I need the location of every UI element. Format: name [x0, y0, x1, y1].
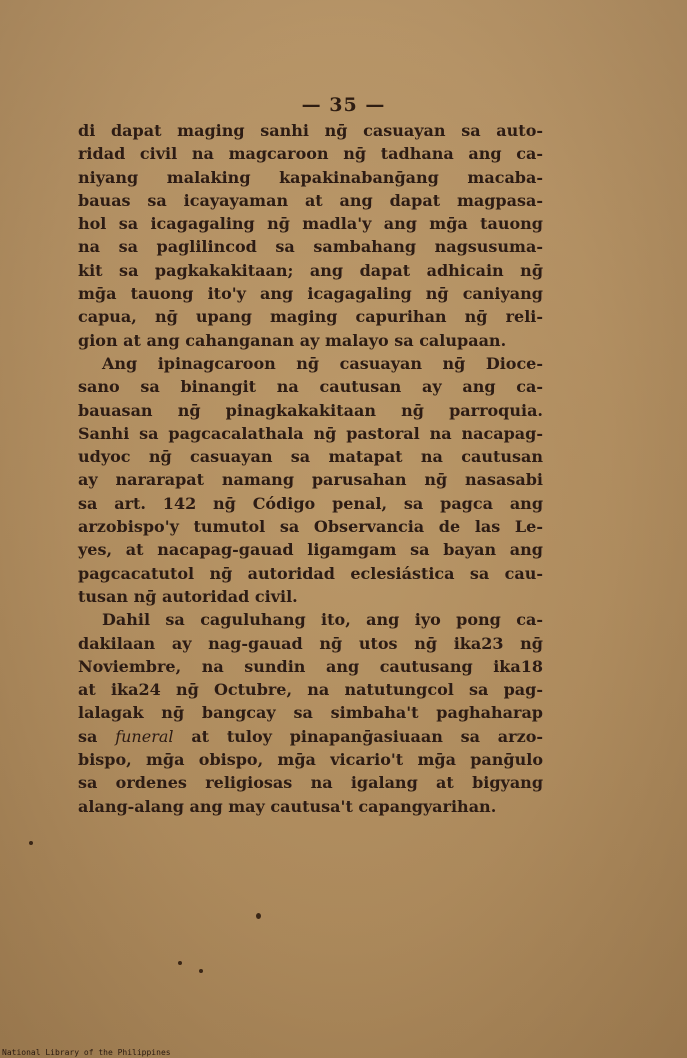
text-line	[78, 725, 543, 748]
body-text	[78, 119, 543, 818]
text-line: ay nararapat namang parusahan nḡ nasasabi	[78, 470, 543, 490]
text-line: alang-alang ang may cautusa't capangyarihan.	[78, 796, 497, 816]
library-footer: National Library of the Philippines	[2, 1048, 171, 1057]
text-line: tusan nḡ autoridad civil.	[78, 586, 298, 606]
text-fragment: sa	[78, 726, 98, 746]
text-line: sano sa binangit na cautusan ay ang ca-	[78, 377, 543, 397]
text-line: yes, at nacapag-gauad ligamgam sa bayan ang	[78, 540, 543, 560]
italic-word: funeral	[115, 726, 174, 746]
text-line: Noviembre, na sundin ang cautusang ika18	[78, 656, 543, 676]
text-line: Sanhi sa pagcacalathala nḡ pastoral na nacapag-	[78, 423, 543, 443]
text-line: dakilaan ay nag-gauad nḡ utos nḡ ika23 nḡ	[78, 633, 543, 653]
text-line: at ika24 nḡ Octubre, na natutungcol sa pag-	[78, 680, 543, 700]
text-line: di dapat maging sanhi nḡ casuayan sa auto-	[78, 121, 543, 140]
text-line: lalagak nḡ bangcay sa simbaha't paghaharap	[78, 703, 543, 723]
text-line: pagcacatutol nḡ autoridad eclesiástica sa cau-	[78, 563, 543, 583]
text-line: niyang malaking kapakinabanḡang macaba-	[78, 167, 543, 187]
ink-speck	[256, 913, 261, 919]
text-line: Ang ipinagcaroon nḡ casuayan nḡ Dioce-	[102, 353, 543, 373]
text-line: mḡa tauong ito'y ang icagagaling nḡ caniyang	[78, 284, 543, 304]
text-line: bauas sa icayayaman at ang dapat magpasa-	[78, 190, 543, 210]
text-line: kit sa pagkakakitaan; ang dapat adhicain nḡ	[78, 260, 543, 280]
ink-speck	[199, 969, 203, 973]
text-line: capua, nḡ upang maging capurihan nḡ reli-	[78, 307, 543, 327]
text-fragment: at tuloy pinapanḡasiuaan sa arzo-	[191, 726, 544, 746]
page-number: — 35 —	[301, 94, 386, 116]
text-line: sa art. 142 nḡ Código penal, sa pagca ang	[78, 493, 543, 513]
ink-speck	[178, 961, 182, 965]
text-line: bispo, mḡa obispo, mḡa vicario't mḡa panḡulo	[78, 750, 543, 770]
text-line: na sa paglilincod sa sambahang nagsusuma-	[78, 237, 543, 257]
text-line: sa ordenes religiosas na igalang at bigyang	[78, 773, 543, 793]
text-line: udyoc nḡ casuayan sa matapat na cautusan	[78, 447, 543, 467]
ink-speck	[29, 841, 33, 845]
text-line: ridad civil na magcaroon nḡ tadhana ang ca-	[78, 144, 543, 164]
text-line: hol sa icagagaling nḡ madla'y ang mḡa tauong	[78, 214, 543, 234]
text-line: Dahil sa caguluhang ito, ang iyo pong ca-	[102, 610, 543, 630]
text-line: arzobispo'y tumutol sa Observancia de las Le-	[78, 517, 543, 537]
text-line: bauasan nḡ pinagkakakitaan nḡ parroquia.	[78, 400, 543, 420]
text-line: gion at ang cahanganan ay malayo sa calupaan.	[78, 330, 507, 350]
